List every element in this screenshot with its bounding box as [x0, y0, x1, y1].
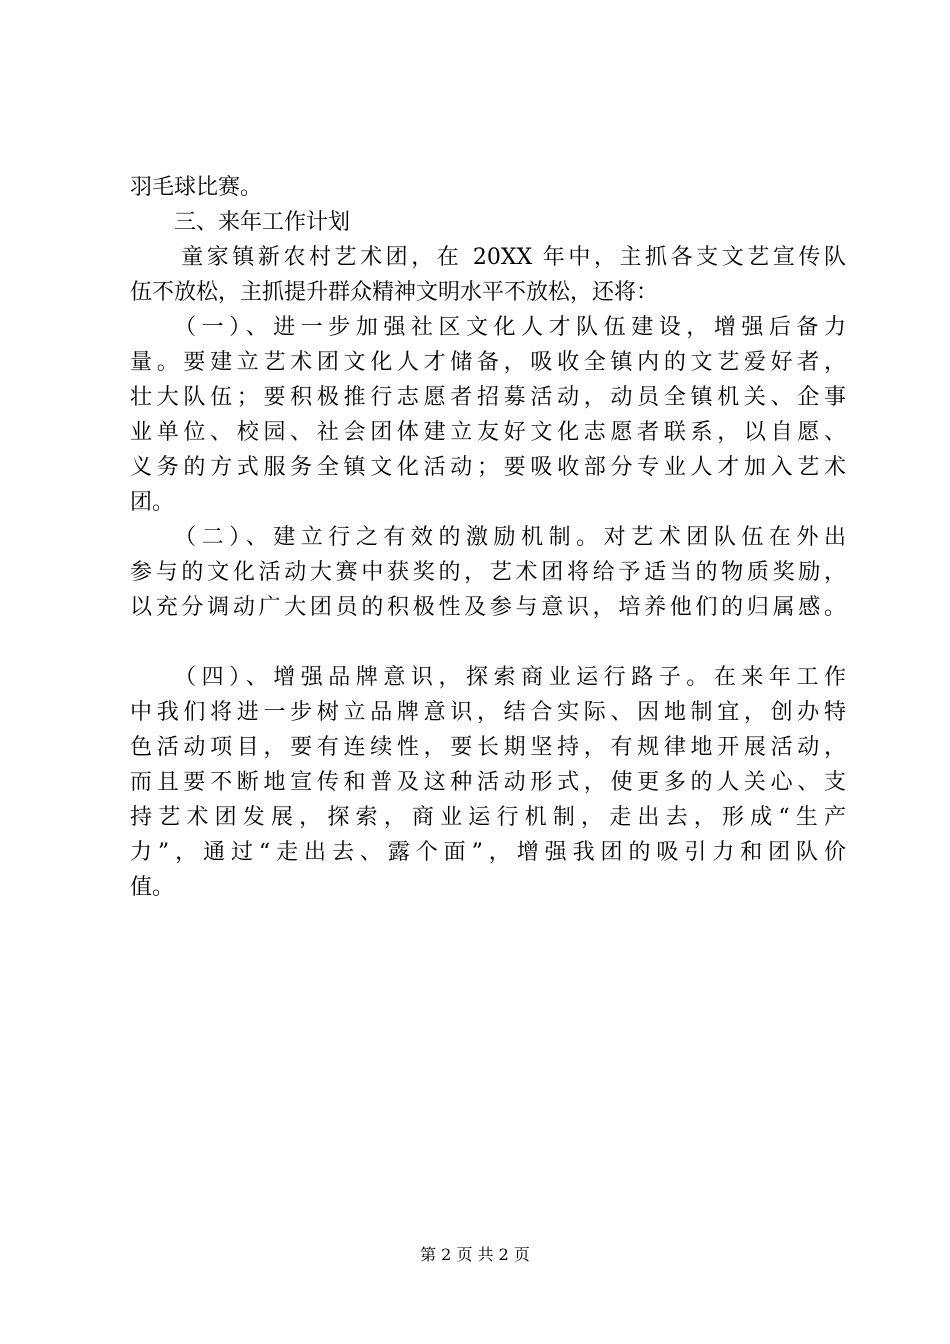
text-line: 业单位、校园、社会团体建立友好文化志愿者联系，以自愿、	[130, 420, 846, 445]
text-line: （二）、建立行之有效的激励机制。对艺术团队伍在外出	[130, 525, 846, 550]
text-line: 色活动项目，要有连续性，要长期坚持，有规律地开展活动，	[130, 735, 846, 760]
text-line: 中我们将进一步树立品牌意识，结合实际、因地制宜，创办特	[130, 700, 846, 725]
text-line: 羽毛球比赛。	[130, 175, 263, 200]
text-line: 团。	[130, 490, 175, 515]
text-line: 持艺术团发展，探索，商业运行机制，走出去，形成“生产	[130, 805, 846, 830]
text-line: 参与的文化活动大赛中获奖的，艺术团将给予适当的物质奖励，	[130, 560, 846, 585]
text-line: 量。要建立艺术团文化人才储备，吸收全镇内的文艺爱好者，	[130, 350, 846, 375]
text-line: 童家镇新农村艺术团，在 20XX 年中，主抓各支文艺宣传队	[130, 245, 846, 270]
page-number-footer: 第 2 页 共 2 页	[420, 1245, 530, 1264]
text-line: 而且要不断地宣传和普及这种活动形式，使更多的人关心、支	[130, 770, 846, 795]
text-line: 以充分调动广大团员的积极性及参与意识，培养他们的归属感。	[130, 595, 846, 620]
text-line: 伍不放松，主抓提升群众精神文明水平不放松，还将：	[130, 280, 659, 305]
text-line: （四）、增强品牌意识，探索商业运行路子。在来年工作	[130, 665, 846, 690]
text-line: 壮大队伍；要积极推行志愿者招募活动，动员全镇机关、企事	[130, 385, 846, 410]
text-line: 义务的方式服务全镇文化活动；要吸收部分专业人才加入艺术	[130, 455, 846, 480]
text-line: 力”，通过“走出去、露个面”，增强我团的吸引力和团队价	[130, 840, 846, 865]
text-line: 值。	[130, 875, 175, 900]
section-heading: 三、来年工作计划	[130, 210, 351, 235]
text-line: （一）、进一步加强社区文化人才队伍建设，增强后备力	[130, 315, 846, 340]
